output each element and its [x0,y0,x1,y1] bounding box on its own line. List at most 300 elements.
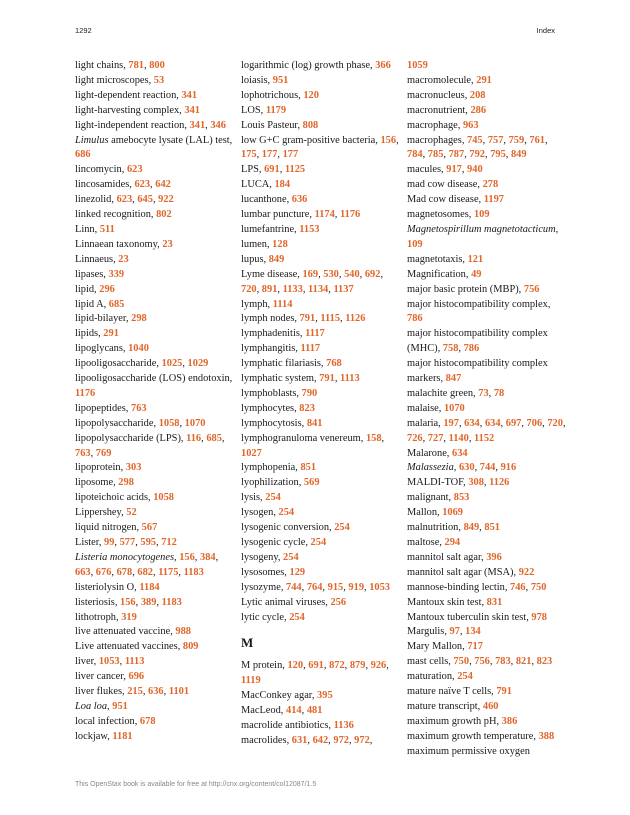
page-link[interactable]: 169 [302,268,319,280]
index-entry [407,268,567,283]
index-entry: MALDI-TOF, 308, 1126 [407,477,510,489]
page-link[interactable]: 756 [523,283,540,295]
page-link[interactable]: 1136 [333,720,354,732]
page-link[interactable]: 109 [473,209,490,221]
entry-term: lipid, [75,283,100,295]
page-link[interactable]: 795 [490,149,506,161]
index-entry [241,327,403,342]
entry-term: logarithmic (log) growth phase, [241,60,376,71]
page-link[interactable]: 763 [75,447,91,459]
page-link[interactable]: 298 [118,477,134,489]
page-link[interactable]: 481 [306,705,323,717]
page-link[interactable]: 623 [134,179,151,191]
index-entry: major histocompatibility complex (MHC), 758, 786 [407,328,548,355]
index-entry [75,238,235,253]
page-link[interactable]: 1183 [183,566,204,578]
page-link[interactable]: 595 [140,537,156,548]
page-link[interactable]: 254 [278,507,295,519]
page-link[interactable]: 634 [464,417,480,429]
page-link[interactable]: 1070 [443,402,465,414]
index-entry [241,611,403,626]
page-link[interactable]: 756 [474,656,490,668]
index-entry [407,223,567,253]
page-link[interactable]: 1175 [158,566,179,578]
page-link[interactable]: 790 [301,387,318,399]
page-link[interactable]: 569 [303,477,320,489]
page-link[interactable]: 1053 [369,581,390,593]
page-link[interactable]: 1125 [284,164,306,176]
page-link[interactable]: 972 [333,734,349,746]
page-link[interactable]: 951 [112,700,128,712]
index-entry: macules, 917, 940 [407,164,483,176]
page-link[interactable]: 156 [179,551,195,563]
page-link[interactable]: 851 [300,462,317,474]
entry-term: , [174,551,180,563]
page-link[interactable]: 696 [128,671,145,683]
page-link[interactable]: 916 [500,462,517,474]
index-entry [241,536,403,551]
entry-term: Linnaean taxonomy, [75,238,163,250]
index-entry [241,104,403,119]
page-link[interactable]: 99 [104,537,115,548]
page-link[interactable]: 303 [125,462,142,474]
page-link[interactable]: 691 [264,164,280,176]
page-link[interactable]: 134 [465,626,481,638]
index-entry: lymph nodes, 791, 1115, 1126 [241,313,366,325]
entry-term: maximum growth pH, [407,715,502,727]
index-entry [407,357,567,387]
page-link[interactable]: 286 [470,104,487,116]
page-link[interactable]: 254 [283,551,299,563]
page-link[interactable]: 685 [206,432,222,444]
entry-term: major histocompatibility complex markers, [407,358,548,385]
page-link[interactable]: 1069 [442,507,463,519]
index-entry [241,89,403,104]
page-link[interactable]: 1153 [299,223,320,235]
index-entry: malachite green, 73, 78 [407,387,505,399]
page-link[interactable]: 623 [116,194,133,206]
page-link[interactable]: 197 [443,417,459,429]
page-link[interactable]: 386 [501,715,518,727]
index-entry [241,491,403,506]
page-link[interactable]: 851 [484,522,500,534]
page-link[interactable]: 750 [453,656,470,668]
page-link[interactable]: 791 [496,686,512,698]
page-link[interactable]: 254 [310,537,327,548]
page-link[interactable]: 1113 [340,373,360,385]
index-entry: listeriosis, 156, 389, 1183 [75,596,182,608]
page-link[interactable]: 678 [116,566,133,578]
page-link[interactable]: 891 [261,283,278,295]
page-link[interactable]: 291 [103,328,119,340]
page-link[interactable]: 414 [286,705,302,717]
index-entry [75,342,235,357]
page-link[interactable]: 841 [306,417,323,429]
page-link[interactable]: 511 [99,223,115,235]
page-link[interactable]: 678 [139,715,156,727]
page-link[interactable]: 156 [120,596,136,608]
page-link[interactable]: 712 [161,537,177,548]
page-link[interactable]: 642 [312,734,329,746]
page-link[interactable]: 631 [291,734,308,746]
page-link[interactable]: 341 [189,119,206,131]
page-link[interactable]: 1152 [474,432,495,444]
page-link[interactable]: 706 [526,417,543,429]
page-link[interactable]: 917 [446,164,462,176]
entry-term: linked recognition, [75,209,157,221]
index-entry [241,357,403,372]
page-link[interactable]: 697 [505,417,522,429]
page-link[interactable]: 915 [327,581,344,593]
page-link[interactable]: 1133 [282,283,303,295]
page-link[interactable]: 1025 [161,358,183,370]
index-entry [75,611,235,626]
page-link[interactable]: 685 [108,298,125,310]
page-link[interactable]: 1183 [161,596,182,608]
page-link[interactable]: 972 [354,734,370,746]
index-entry [241,689,403,704]
page-link[interactable]: 692 [364,268,381,280]
page-link[interactable]: 717 [467,641,483,653]
page-link[interactable]: 879 [349,660,366,672]
page-link[interactable]: 926 [370,660,387,672]
page-link[interactable]: 254 [334,522,350,534]
entry-term: mannose-binding lectin, [407,581,511,593]
page-link[interactable]: 215 [127,686,143,698]
page-link[interactable]: 1115 [320,313,341,325]
page-link[interactable]: 1137 [333,283,354,295]
page-link[interactable]: 783 [495,656,511,668]
page-link[interactable]: 642 [155,179,171,191]
page-link[interactable]: 1176 [75,387,96,399]
page-link[interactable]: 922 [518,566,535,578]
page-link[interactable]: 761 [529,134,545,146]
entry-term: malnutrition, [407,522,464,534]
page-link[interactable]: 577 [119,537,136,548]
entry-term: lumefantrine, [241,223,300,235]
page-link[interactable]: 116 [186,432,202,444]
page-link[interactable]: 645 [137,194,153,206]
page-link[interactable]: 1117 [300,343,321,355]
index-entry [241,59,403,74]
index-entry [407,745,567,760]
page-link[interactable]: 800 [149,60,165,71]
page-link[interactable]: 97 [449,626,460,638]
page-link[interactable]: 175 [241,149,257,161]
page-link[interactable]: 823 [536,656,553,668]
page-link[interactable]: 1101 [168,686,190,698]
page-link[interactable]: 278 [482,179,499,191]
page-link[interactable]: 1058 [153,492,174,504]
index-entry [407,283,567,298]
page-link[interactable]: 256 [330,596,347,608]
page-link[interactable]: 872 [329,660,345,672]
index-entry [407,298,567,328]
index-entry: lipopolysaccharide (LPS), 116, 685, 763, 769 [75,432,225,459]
index-entry [75,461,235,476]
entry-term: Lister, [75,537,105,548]
page-link[interactable]: 1027 [241,447,262,459]
page-link[interactable]: 184 [274,179,291,191]
page-link[interactable]: 686 [75,149,91,161]
entry-term: lipases, [75,268,109,280]
page-link[interactable]: 847 [445,373,462,385]
page-link[interactable]: 341 [184,104,200,116]
page-link[interactable]: 757 [487,134,504,146]
index-entry [407,491,567,506]
page-link[interactable]: 720 [241,283,257,295]
index-entry [407,730,567,745]
page-link[interactable]: 1117 [305,328,325,340]
page-link[interactable]: 786 [407,313,423,325]
page-link[interactable]: 808 [302,119,319,131]
page-link[interactable]: 849 [268,253,285,265]
page-link[interactable]: 395 [317,690,333,702]
page-link[interactable]: 786 [463,343,480,355]
page-link[interactable]: 802 [156,209,172,221]
index-entry: lymphatic system, 791, 1113 [241,373,360,385]
page-link[interactable]: 1174 [314,209,335,221]
page-link[interactable]: 1114 [272,298,293,310]
entry-term: listeriosis, [75,596,121,608]
index-entry [75,506,235,521]
entry-term: light-harvesting complex, [75,104,185,116]
page-link[interactable]: 1179 [265,104,287,116]
page-link[interactable]: 764 [306,581,323,593]
page-link[interactable]: 791 [319,373,335,385]
index-entry [407,566,567,581]
page-link[interactable]: 682 [137,566,153,578]
index-entry [75,104,235,119]
page-link[interactable]: 750 [530,581,547,593]
page-link[interactable]: 294 [444,537,461,548]
entry-term: lipopeptides, [75,402,131,414]
index-entry: light chains, 781, 800 [75,60,165,71]
page-link[interactable]: 744 [286,581,302,593]
page-link[interactable]: 254 [289,611,305,623]
entry-term: Mad cow disease, [407,194,484,206]
page-link[interactable]: 663 [75,566,91,578]
page-link[interactable]: 963 [462,119,479,131]
page-link[interactable]: 1140 [448,432,469,444]
page-link[interactable]: 530 [323,268,339,280]
page-link[interactable]: 691 [308,660,324,672]
page-link[interactable]: 823 [299,402,315,414]
page-link[interactable]: 23 [118,253,129,265]
page-link[interactable]: 630 [458,462,475,474]
entry-trail: , [369,734,373,746]
entry-term: liver, [75,656,99,668]
page-link[interactable]: 745 [467,134,483,146]
page-link[interactable]: 785 [427,149,444,161]
page-link[interactable]: 156 [380,134,397,146]
page-footer: This OpenStax book is available for free at http://cnx.org/content/col12087/1.5 [75,781,317,788]
index-entry [75,581,235,596]
entry-term: lipids, [75,328,104,340]
page-link[interactable]: 1176 [340,209,361,221]
page-link[interactable]: 676 [95,566,112,578]
page-link[interactable]: 940 [467,164,483,176]
page-number: 1292 [75,26,92,35]
entry-term: mannitol salt agar (MSA), [407,566,519,578]
index-entry [241,566,403,581]
entry-term: mature transcript, [407,700,483,712]
page-link[interactable]: 1181 [112,730,133,742]
page-link[interactable]: 849 [510,149,527,161]
page-link[interactable]: 781 [128,60,144,71]
page-link[interactable]: 1126 [489,477,510,489]
entry-term: major histocompatibility complex, [407,298,551,310]
page-link[interactable]: 746 [510,581,526,593]
page-link[interactable]: 1053 [98,656,120,668]
page-link[interactable]: 49 [471,268,482,280]
page-link[interactable]: 919 [348,581,365,593]
entry-term: lymphoblasts, [241,387,302,399]
index-entry: macrophages, 745, 757, 759, 761, 784, 785, 787, 792, 795, 849 [407,134,548,161]
page-link[interactable]: 1113 [124,656,145,668]
page-link[interactable]: 784 [407,149,423,161]
page-link[interactable]: 308 [468,477,484,489]
page-link[interactable]: 769 [95,447,112,459]
page-link[interactable]: 623 [126,164,143,176]
entry-term: lumen, [241,238,273,250]
page-link[interactable]: 768 [326,358,342,370]
index-entry [407,551,567,566]
index-entry: Malassezia, 630, 744, 916 [407,462,517,474]
index-entry [75,163,235,178]
page-link[interactable]: 744 [479,462,496,474]
page-link[interactable]: 396 [486,551,502,563]
index-entry [241,417,403,432]
page-link[interactable]: 129 [289,566,306,578]
page-link[interactable]: 1059 [407,60,428,71]
page-link[interactable]: 208 [469,89,486,101]
page-link[interactable]: 158 [365,432,382,444]
page-link[interactable]: 298 [131,313,147,325]
entry-term: lysogenic cycle, [241,537,311,548]
page-link[interactable]: 389 [140,596,157,608]
entry-term: magnetotaxis, [407,253,468,265]
entry-term: LOS, [241,104,266,116]
page-link[interactable]: 853 [453,492,470,504]
entry-term: macromolecule, [407,74,477,86]
page-link[interactable]: 109 [407,238,423,250]
page-link[interactable]: 758 [442,343,459,355]
index-entry [407,536,567,551]
page-link[interactable]: 388 [538,730,555,742]
entry-term: lysis, [241,492,266,504]
page-link[interactable]: 128 [272,238,288,250]
page-link[interactable]: 120 [287,660,304,672]
page-link[interactable]: 296 [99,283,115,295]
index-entry: lymphogranuloma venereum, 158, 1027 [241,432,385,459]
page-link[interactable]: 254 [457,671,473,683]
page-link[interactable]: 1184 [139,581,160,593]
page-link[interactable]: 809 [182,641,199,653]
entry-term: lipoprotein, [75,462,126,474]
page-link[interactable]: 52 [126,507,137,519]
page-link[interactable]: 120 [303,89,319,101]
page-link[interactable]: 1119 [241,675,261,687]
page-link[interactable]: 384 [200,551,216,563]
index-entry [241,298,403,313]
entry-term: lipopolysaccharide, [75,417,159,429]
entry-term: Mantoux skin test, [407,596,487,608]
page-link[interactable]: 988 [175,626,191,638]
page-link[interactable]: 821 [515,656,532,668]
page-link[interactable]: 1040 [128,343,149,355]
page-link[interactable]: 787 [448,149,465,161]
page-link[interactable]: 1070 [184,417,206,429]
page-link[interactable]: 291 [476,74,492,86]
page-link[interactable]: 341 [181,89,198,101]
page-link[interactable]: 73 [478,387,489,399]
page-link[interactable]: 366 [375,60,391,71]
page-link[interactable]: 978 [531,611,547,623]
page-link[interactable]: 831 [486,596,503,608]
page-link[interactable]: 636 [291,194,308,206]
page-link[interactable]: 922 [158,194,174,206]
page-link[interactable]: 634 [484,417,501,429]
page-link[interactable]: 634 [452,447,468,459]
page-link[interactable]: 346 [210,119,226,131]
page-link[interactable]: 1126 [345,313,366,325]
page-link[interactable]: 727 [427,432,444,444]
entry-term: Linn, [75,223,100,235]
page-link[interactable]: 177 [282,149,299,161]
page-link[interactable]: 460 [482,700,499,712]
index-entry [241,719,403,734]
index-entry [407,193,567,208]
index-entry: lumbar puncture, 1174, 1176 [241,209,361,221]
page-link[interactable]: 319 [121,611,137,623]
page-link[interactable]: 759 [508,134,525,146]
index-entry [407,611,567,626]
page-link[interactable]: 1058 [158,417,180,429]
page-link[interactable]: 254 [265,492,281,504]
index-entry [241,74,403,89]
page-link[interactable]: 177 [261,149,278,161]
page-link[interactable]: 791 [299,313,316,325]
page-link[interactable]: 1197 [483,194,504,206]
page-link[interactable]: 849 [463,522,480,534]
page-link[interactable]: 339 [108,268,125,280]
index-entry: lysozyme, 744, 764, 915, 919, 1053 [241,581,390,593]
page-link[interactable]: 720 [547,417,563,429]
entry-term: LUCA, [241,179,275,191]
entry-term: LPS, [241,164,265,176]
page-link[interactable]: 792 [469,149,485,161]
entry-term: MacLeod, [241,705,287,717]
page-link[interactable]: 121 [467,253,484,265]
page-link[interactable]: 1029 [187,358,209,370]
page-link[interactable]: 78 [493,387,505,399]
page-link[interactable]: 567 [141,522,158,534]
page-link[interactable]: 53 [153,74,165,86]
page-link[interactable]: 1134 [308,283,329,295]
index-entry [75,253,235,268]
entry-term: lymphangitis, [241,343,301,355]
page-link[interactable]: 763 [131,402,147,414]
running-header: Index [536,26,555,35]
page-link[interactable]: 23 [162,238,173,250]
page-link[interactable]: 951 [272,74,289,86]
index-entry: liver flukes, 215, 636, 1101 [75,686,190,698]
index-entry [407,208,567,223]
page-link[interactable]: 636 [148,686,164,698]
page-link[interactable]: 726 [407,432,423,444]
page-link[interactable]: 540 [344,268,360,280]
